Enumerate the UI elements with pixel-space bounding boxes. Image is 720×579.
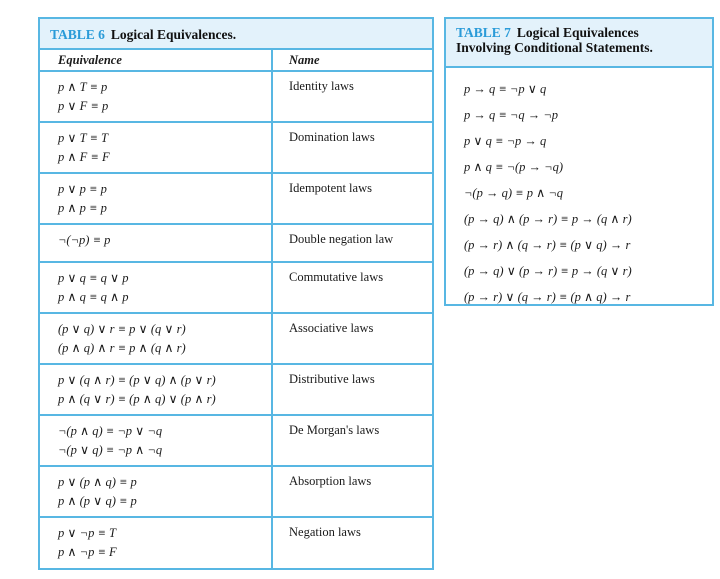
equivalence: ¬(p ∧ q) ≡ ¬p ∨ ¬q xyxy=(58,424,163,438)
equivalence-cell xyxy=(40,416,273,465)
equivalence-cell xyxy=(40,365,273,414)
law-name: Identity laws xyxy=(289,79,354,93)
law-name: Negation laws xyxy=(289,525,361,539)
table-6-header xyxy=(40,50,432,72)
equivalence-cell xyxy=(40,467,273,516)
table-row xyxy=(40,225,432,263)
equivalence: ¬(¬p) ≡ p xyxy=(58,233,111,247)
law-name: Domination laws xyxy=(289,130,375,144)
table-row xyxy=(40,314,432,365)
table-7-body xyxy=(446,68,712,310)
table-row xyxy=(40,518,432,569)
equivalence: p ∨ p ≡ p xyxy=(58,182,107,196)
table-row xyxy=(40,263,432,314)
table-6-caption xyxy=(40,19,432,50)
conditional-equivalence: p ∨ q ≡ ¬p → q xyxy=(464,134,547,148)
equivalence: p ∧ (p ∨ q) ≡ p xyxy=(58,494,137,508)
equivalence: p ∧ T ≡ p xyxy=(58,80,108,94)
equivalence: p ∨ q ≡ q ∨ p xyxy=(58,271,129,285)
conditional-equivalence: p ∧ q ≡ ¬(p → ¬q) xyxy=(464,160,564,174)
table-6-title: Logical Equivalences. xyxy=(110,27,237,42)
conditional-equivalence: (p → r) ∧ (q → r) ≡ (p ∨ q) → r xyxy=(464,238,631,252)
equivalence-cell xyxy=(40,263,273,312)
equivalence-cell xyxy=(40,174,273,223)
law-name: Associative laws xyxy=(289,321,374,335)
header-name: Name xyxy=(289,53,320,67)
law-name: Idempotent laws xyxy=(289,181,372,195)
equivalence: p ∨ F ≡ p xyxy=(58,99,109,113)
table-7-title: Logical Equivalences xyxy=(516,25,639,40)
table-7-caption xyxy=(446,19,712,68)
law-name: Absorption laws xyxy=(289,474,372,488)
equivalence: p ∨ (q ∧ r) ≡ (p ∨ q) ∧ (p ∨ r) xyxy=(58,373,216,387)
table-6 xyxy=(38,17,434,570)
header-equivalence: Equivalence xyxy=(40,50,273,70)
conditional-equivalence: (p → q) ∨ (p → r) ≡ p → (q ∨ r) xyxy=(464,264,632,278)
equivalence-cell xyxy=(40,72,273,121)
equivalence-cell xyxy=(40,123,273,172)
equivalence-cell xyxy=(40,225,273,261)
table-row xyxy=(40,72,432,123)
equivalence: p ∨ (p ∧ q) ≡ p xyxy=(58,475,137,489)
table-6-label: TABLE 6 xyxy=(50,27,105,42)
law-name: De Morgan's laws xyxy=(289,423,380,437)
equivalence: p ∨ T ≡ T xyxy=(58,131,109,145)
equivalence: p ∧ ¬p ≡ F xyxy=(58,545,117,559)
equivalence: p ∧ q ≡ q ∧ p xyxy=(58,290,129,304)
conditional-equivalence: p → q ≡ ¬q → ¬p xyxy=(464,108,559,122)
table-7 xyxy=(444,17,714,306)
law-name: Commutative laws xyxy=(289,270,384,284)
equivalence: (p ∨ q) ∨ r ≡ p ∨ (q ∨ r) xyxy=(58,322,186,336)
table-row xyxy=(40,174,432,225)
table-7-title-line-1 xyxy=(456,25,702,40)
table-row xyxy=(40,416,432,467)
conditional-equivalence: ¬(p → q) ≡ p ∧ ¬q xyxy=(464,186,564,200)
table-row xyxy=(40,123,432,174)
conditional-equivalence: p → q ≡ ¬p ∨ q xyxy=(464,82,547,96)
equivalence: (p ∧ q) ∧ r ≡ p ∧ (q ∧ r) xyxy=(58,341,186,355)
conditional-equivalence: (p → q) ∧ (p → r) ≡ p → (q ∧ r) xyxy=(464,212,632,226)
conditional-equivalence: (p → r) ∨ (q → r) ≡ (p ∧ q) → r xyxy=(464,290,631,304)
table-6-body xyxy=(40,72,432,569)
law-name: Double negation law xyxy=(289,232,394,246)
equivalence: p ∧ p ≡ p xyxy=(58,201,107,215)
equivalence: p ∧ (q ∨ r) ≡ (p ∧ q) ∨ (p ∧ r) xyxy=(58,392,216,406)
equivalence: p ∧ F ≡ F xyxy=(58,150,110,164)
equivalence: p ∨ ¬p ≡ T xyxy=(58,526,116,540)
table-row xyxy=(40,365,432,416)
equivalence-cell xyxy=(40,518,273,569)
equivalence-cell xyxy=(40,314,273,363)
equivalence: ¬(p ∨ q) ≡ ¬p ∧ ¬q xyxy=(58,443,163,457)
table-7-subtitle: Involving Conditional Statements. xyxy=(456,40,653,55)
table-row xyxy=(40,467,432,518)
law-name: Distributive laws xyxy=(289,372,375,386)
table-7-label: TABLE 7 xyxy=(456,25,511,40)
